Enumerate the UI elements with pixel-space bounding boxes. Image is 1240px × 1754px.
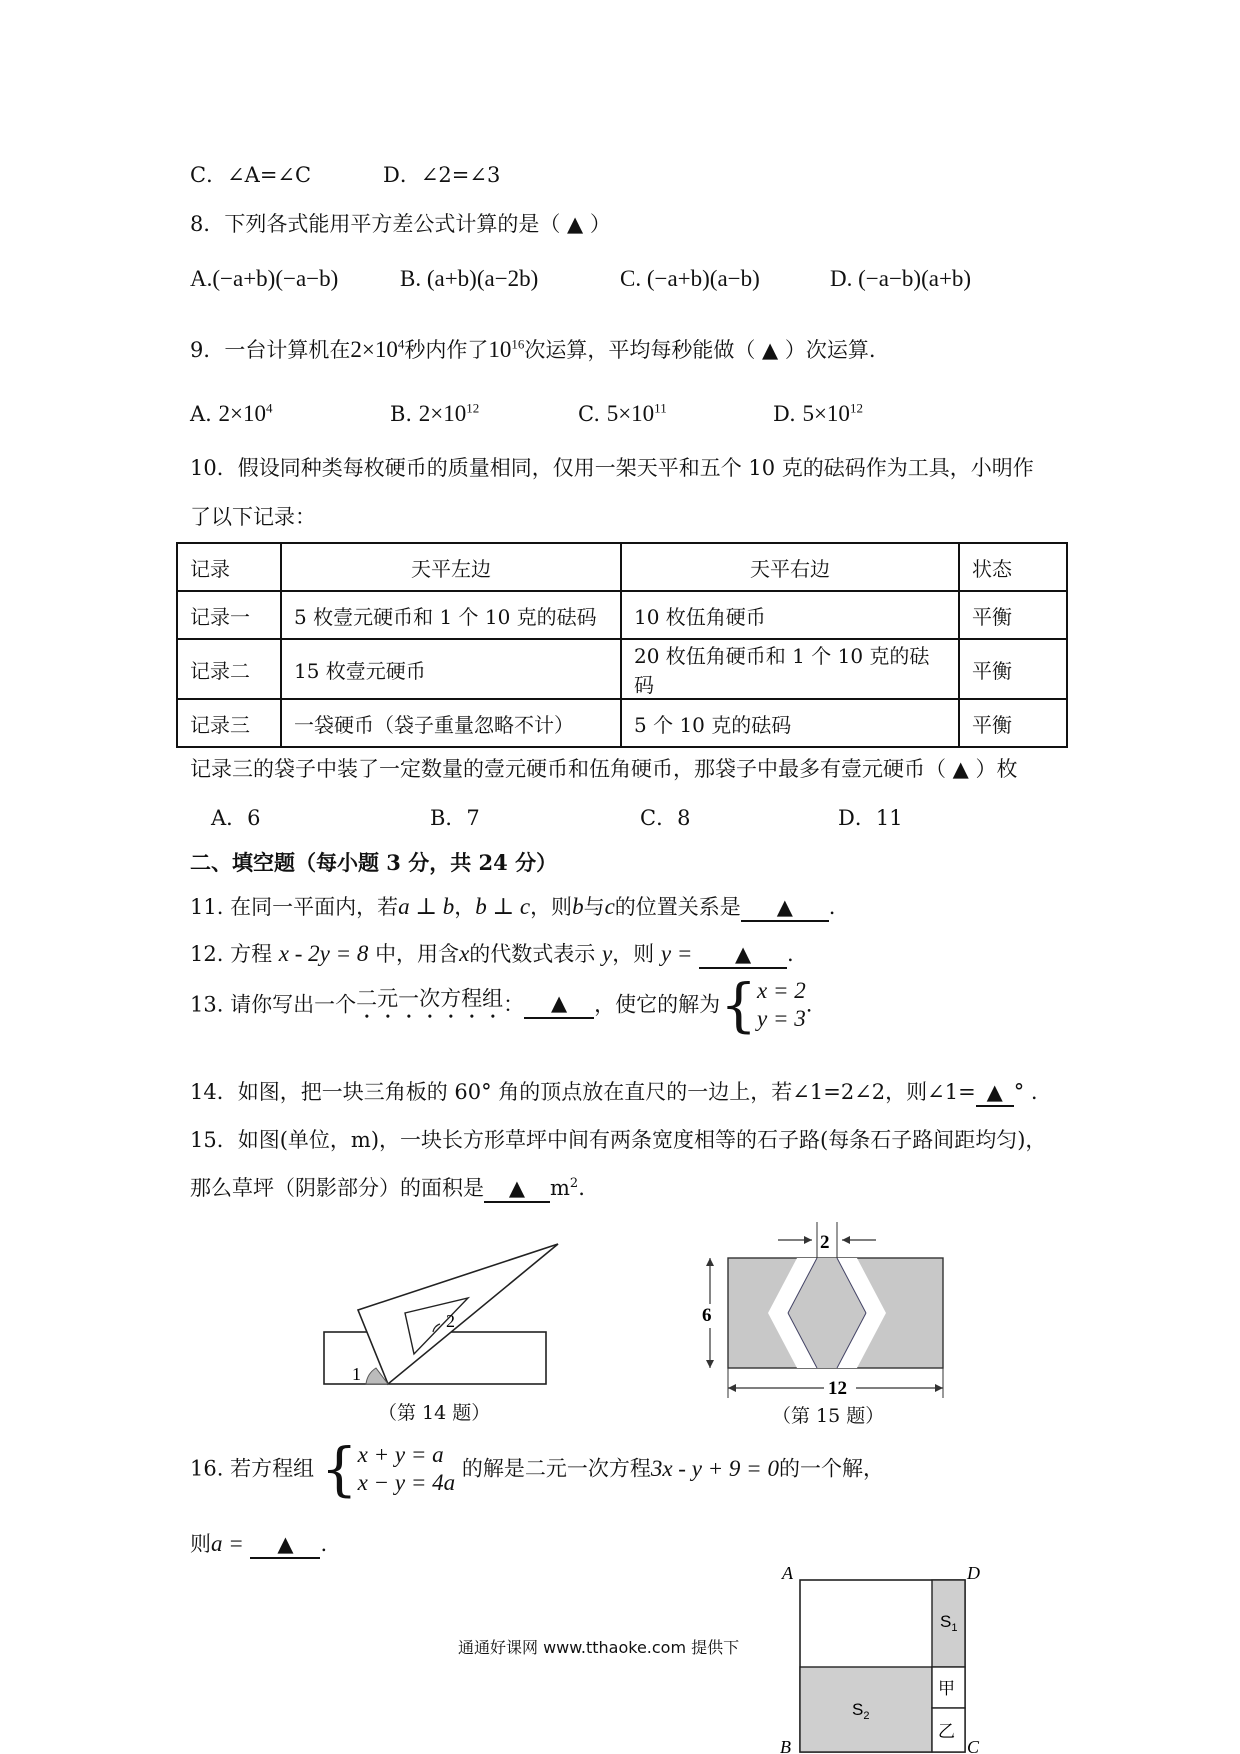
q7-option-c: C．∠A=∠C — [190, 163, 312, 187]
q16-brace: { — [320, 1435, 358, 1503]
q10-stem-line1: 10．假设同种类每枚硬币的质量相同，仅用一架天平和五个 10 克的砝码作为工具，小明作 — [190, 456, 1034, 480]
q13-solution: x = 2 y = 3 — [756, 978, 806, 1031]
table-cell: 15 枚壹元硬币 — [281, 639, 621, 699]
table-row — [177, 639, 1067, 699]
q9-option-d: D. $5\times 10^{12}$ — [773, 400, 863, 426]
q9-stem-part-b: 秒内作了 — [404, 338, 489, 362]
table-header-cell: 天平左边 — [281, 543, 621, 591]
q8-option-a: A.(−a+b)(−a−b) — [190, 266, 339, 291]
q16-system: x + y = a x − y = 4a — [357, 1442, 456, 1495]
q10-option-d: D．11 — [838, 806, 903, 830]
q13-dotted-text: 二元一次方程组 — [356, 986, 504, 1011]
fig17-s2-label: $S_2$ — [852, 1700, 870, 1722]
q9-ops: $10^{16}$ — [488, 336, 525, 362]
q14-answer-blank[interactable]: ▲ — [976, 1080, 1014, 1107]
q11: 11. 在同一平面内，若a ⊥ b，b ⊥ c，则b与c的位置关系是 ▲ . — [190, 893, 835, 922]
q16: 16. 若方程组 { x + y = a x − y = 4a 的解是二元一次方程3x - y + 9 = 0的一个解， — [190, 1435, 884, 1503]
q16-answer-blank[interactable]: ▲ — [250, 1532, 320, 1559]
table-cell: 20 枚伍角硬币和 1 个 10 克的砝码 — [621, 639, 959, 699]
q8-option-c: C. (−a+b)(a−b) — [620, 266, 760, 291]
q10-after: 记录三的袋子中装了一定数量的壹元硬币和伍角硬币，那袋子中最多有壹元硬币（ ▲ ）枚 — [190, 757, 1018, 781]
fig17-label-c: C — [967, 1737, 980, 1754]
q9-option-c: C. $5\times 10^{11}$ — [578, 400, 667, 426]
q13-answer-blank[interactable]: ▲ — [524, 991, 594, 1018]
q12: 12. 方程 x - 2y = 8 中，用含x的代数式表示 y，则 y = ▲ . — [190, 940, 794, 969]
fig17-label-d: D — [967, 1565, 980, 1583]
fig15-left-label: 6 — [702, 1305, 712, 1326]
section-2-heading: 二、填空题（每小题 3 分，共 24 分） — [190, 850, 558, 875]
table-cell: 5 枚壹元硬币和 1 个 10 克的砝码 — [281, 591, 621, 639]
q15-line2: 那么草坪（阴影部分）的面积是 ▲ $m^2$. — [190, 1176, 585, 1203]
q7-option-d: D．∠2=∠3 — [383, 163, 501, 187]
table-header-row — [177, 543, 1067, 591]
fig14-caption: （第 14 题） — [378, 1402, 491, 1424]
fig15-bottom-label: 12 — [828, 1378, 847, 1399]
q13: 13. 请你写出一个二元一次方程组： ▲ ，使它的解为{ x = 2 y = 3 . — [190, 971, 813, 1039]
table-cell: 记录一 — [177, 591, 281, 639]
q10-option-c: C．8 — [640, 806, 691, 830]
table-cell: 5 个 10 克的砝码 — [621, 699, 959, 747]
table-cell: 平衡 — [959, 591, 1067, 639]
table-cell: 记录三 — [177, 699, 281, 747]
q9-time: $2\times 10^4$ — [350, 336, 405, 362]
table-cell: 平衡 — [959, 699, 1067, 747]
q11-answer-blank[interactable]: ▲ — [741, 895, 829, 922]
q9-option-a: A. $2\times 10^4$ — [190, 400, 273, 426]
q8-option-b: B. (a+b)(a−2b) — [400, 266, 539, 291]
fig17-yi-label: 乙 — [938, 1722, 955, 1742]
table-cell: 10 枚伍角硬币 — [621, 591, 959, 639]
q13-brace: { — [720, 971, 757, 1039]
q15-line1: 15．如图(单位，m)，一块长方形草坪中间有两条宽度相等的石子路(每条石子路间距均匀)， — [190, 1128, 1047, 1152]
q10-record-table — [176, 542, 1068, 748]
table-cell: 平衡 — [959, 639, 1067, 699]
q15-answer-blank[interactable]: ▲ — [484, 1176, 550, 1203]
q10-option-b: B．7 — [430, 806, 480, 830]
q10-option-a: A．6 — [211, 806, 261, 830]
table-header-cell: 记录 — [177, 543, 281, 591]
q16-line2: 则a = ▲ . — [190, 1530, 327, 1559]
footer-watermark-text: 通通好课网 www.tthaoke.com 提供下 — [458, 1638, 740, 1657]
q10-stem-line2: 了以下记录： — [190, 505, 316, 529]
table-header-cell: 天平右边 — [621, 543, 959, 591]
q8-option-d: D. (−a−b)(a+b) — [830, 266, 972, 291]
table-header-cell: 状态 — [959, 543, 1067, 591]
q8-stem: 8．下列各式能用平方差公式计算的是（ ▲ ） — [190, 212, 611, 236]
fig17-s1-label: $S_1$ — [940, 1612, 958, 1634]
q9-stem-part-c: 次运算，平均每秒能做（ ▲ ）次运算. — [524, 338, 876, 362]
fig14-triangle-ruler-diagram — [318, 1230, 578, 1400]
fig17-label-a: A — [782, 1565, 793, 1583]
fig15-lawn-diagram — [690, 1220, 950, 1405]
fig15-caption: （第 15 题） — [772, 1405, 885, 1427]
fig17-label-b: B — [780, 1737, 791, 1754]
table-cell: 一袋硬币（袋子重量忽略不计） — [281, 699, 621, 747]
fig14-angle1-label: 1 — [352, 1364, 361, 1384]
fig17-jia-label: 甲 — [938, 1679, 955, 1699]
table-cell: 记录二 — [177, 639, 281, 699]
q9-option-b: B. $2\times 10^{12}$ — [390, 400, 480, 426]
q14: 14．如图，把一块三角板的 60° 角的顶点放在直尺的一边上，若∠1=2∠2，则∠1= ▲ ° . — [190, 1080, 1038, 1107]
q9-stem — [190, 336, 876, 364]
fig14-angle2-label: 2 — [446, 1311, 455, 1331]
q12-answer-blank[interactable]: ▲ — [699, 942, 787, 969]
fig15-top-label: 2 — [820, 1232, 830, 1253]
table-row — [177, 699, 1067, 747]
fig17-rectangle-diagram — [770, 1565, 980, 1754]
table-row — [177, 591, 1067, 639]
q9-stem-part-a: 9．一台计算机在 — [190, 338, 351, 362]
